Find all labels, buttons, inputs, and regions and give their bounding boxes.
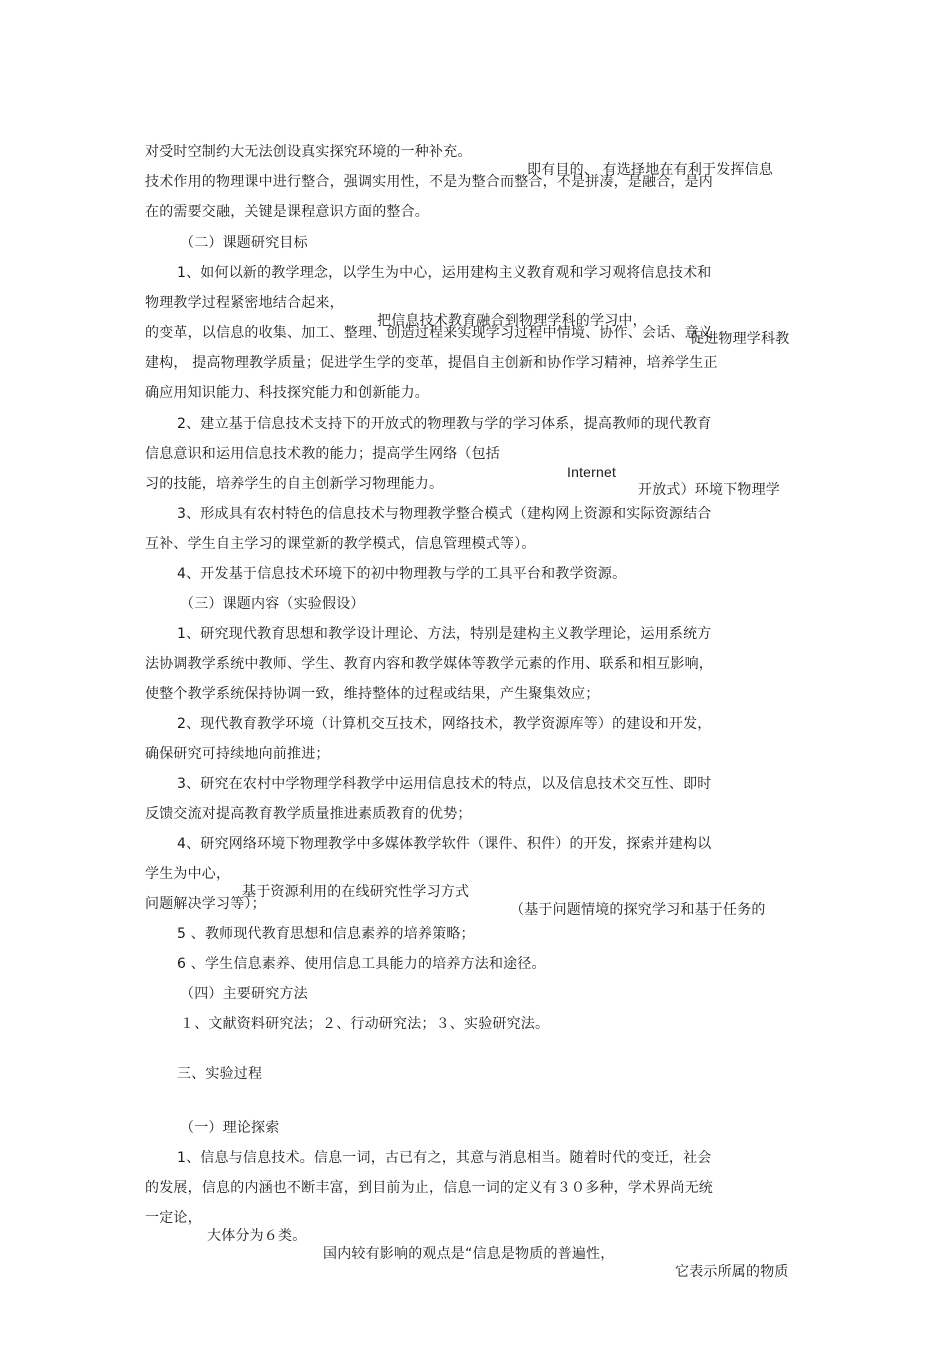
text-segment: 2、现代教育教学环境（计算机交互技术，网络技术，教学资源库等）的建设和开发， [177, 716, 712, 732]
text-segment: 3、形成具有农村特色的信息技术与物理教学整合模式（建构网上资源和实际资源结合 [177, 506, 712, 522]
text-segment: 5 、教师现代教育思想和信息素养的培养策略； [177, 926, 475, 942]
text-line [177, 697, 712, 751]
text-line [145, 517, 536, 571]
text-line [177, 817, 712, 871]
text-segment: （基于问题情境的探究学习和基于任务的 [510, 902, 766, 918]
text-line [177, 246, 712, 300]
text-segment: 物理教学过程紧密地结合起来， [145, 295, 344, 311]
text-segment: （二）课题研究目标 [180, 235, 308, 251]
text-segment: 互补、学生自主学习的课堂新的教学模式，信息管理模式等）。 [145, 536, 536, 552]
chapter-heading [177, 1047, 263, 1101]
text-segment: 技术作用的物理课中进行整合，强调实用性，不是为整合而整合，不是拼凑，是融合，是内 [145, 174, 713, 190]
text-segment: 4、研究网络环境下物理教学中多媒体教学软件（课件、积件）的开发，探索并建构以 [177, 836, 712, 852]
text-segment: 1、研究现代教育思想和教学设计理论、方法，特别是建构主义教学理论，运用系统方 [177, 626, 712, 642]
text-segment: 对受时空制约大无法创设真实探究环境的一种补充。 [145, 144, 472, 160]
text-line [145, 787, 472, 841]
text-segment: 1、信息与信息技术。信息一词，古已有之，其意与消息相当。随着时代的变迁，社会 [177, 1150, 712, 1166]
text-line [177, 1131, 712, 1185]
text-segment: 把信息技术教育融合到物理学科的学习中， [377, 313, 647, 329]
text-segment: 一定论， [145, 1210, 202, 1226]
text-segment: 问题解决学习等）； [145, 896, 266, 912]
text-segment: 使整个教学系统保持协调一致，维持整体的过程或结果，产生聚集效应； [145, 686, 600, 702]
text-segment: 三、实验过程 [177, 1066, 263, 1082]
text-line [145, 727, 330, 781]
text-segment: 促进物理学科教 [690, 331, 790, 347]
text-segment: 在的需要交融，关键是课程意识方面的整合。 [145, 204, 429, 220]
text-segment: 信息意识和运用信息技术教的能力；提高学生网络（包括 [145, 446, 500, 462]
text-segment: 确保研究可持续地向前推进； [145, 746, 330, 762]
text-segment: 它表示所属的物质 [675, 1264, 789, 1280]
text-line [145, 366, 429, 420]
text-segment: （四）主要研究方法 [180, 986, 308, 1002]
text-segment: 的发展，信息的内涵也不断丰富，到目前为止，信息一词的定义有３０多种，学术界尚无统 [145, 1180, 713, 1196]
text-segment: 1、如何以新的教学理念，以学生为中心，运用建构主义教育观和学习观将信息技术和 [177, 265, 712, 281]
text-segment: 国内较有影响的观点是“信息是物质的普遍性， [323, 1246, 615, 1262]
text-segment: 习的技能，培养学生的自主创新学习物理能力。 [145, 476, 444, 492]
text-line [177, 487, 712, 541]
text-segment: Internet [567, 464, 617, 480]
text-line [145, 667, 600, 721]
text-segment: 即有目的、 有选择地在有利于发挥信息 [527, 162, 774, 178]
text-segment: 的变革，以信息的收集、加工、整理、创造过程来实现学习过程中情境、协作、会话、意义 [145, 325, 713, 341]
text-line [177, 397, 712, 451]
text-segment: 法协调教学系统中教师、学生、教育内容和教学媒体等教学元素的作用、联系和相互影响， [145, 656, 713, 672]
text-segment: 开放式）环境下物理学 [638, 482, 780, 498]
text-line [177, 757, 712, 811]
text-line [145, 877, 266, 931]
text-segment: １、文献资料研究法；２、行动研究法；３、实验研究法。 [180, 1016, 550, 1032]
text-segment: 学生为中心， [145, 866, 231, 882]
text-line [145, 1191, 789, 1299]
text-segment: 确应用知识能力、科技探究能力和创新能力。 [145, 385, 429, 401]
text-segment: 3、研究在农村中学物理学科教学中运用信息技术的特点，以及信息技术交互性、即时 [177, 776, 712, 792]
text-segment: （三）课题内容（实验假设） [180, 596, 365, 612]
text-line [145, 185, 429, 239]
text-segment: （一）理论探索 [180, 1120, 280, 1136]
text-segment: 大体分为６类。 [207, 1228, 307, 1244]
text-segment: 建构， 提高物理教学质量；促进学生学的变革，提倡自主创新和协作学习精神，培养学生正 [145, 355, 718, 371]
text-line [180, 997, 550, 1051]
text-line [145, 457, 444, 511]
text-segment: 反馈交流对提高教育教学质量推进素质教育的优势； [145, 806, 472, 822]
text-segment: 4、开发基于信息技术环境下的初中物理教与学的工具平台和教学资源。 [177, 566, 627, 582]
text-line [177, 607, 712, 661]
text-segment: 基于资源利用的在线研究性学习方式 [242, 884, 470, 900]
text-segment: 6 、学生信息素养、使用信息工具能力的培养方法和途径。 [177, 956, 546, 972]
text-segment: 2、建立基于信息技术支持下的开放式的物理教与学的学习体系，提高教师的现代教育 [177, 416, 712, 432]
